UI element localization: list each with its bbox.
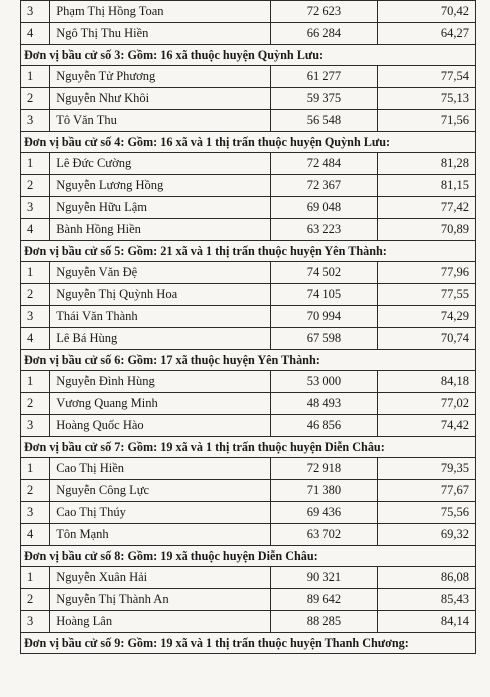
vote-count: 53 000: [270, 371, 378, 393]
vote-count: 63 702: [270, 524, 378, 546]
constituency-header: Đơn vị bầu cử số 7: Gồm: 19 xã và 1 thị trấn thuộc huyện Diễn Châu:: [21, 437, 476, 458]
candidate-number: 2: [21, 88, 50, 110]
candidate-number: 2: [21, 480, 50, 502]
vote-count: 74 105: [270, 284, 378, 306]
candidate-name: Hoàng Quốc Hào: [50, 415, 270, 437]
candidate-row: [21, 480, 476, 502]
candidate-name: Nguyễn Lương Hồng: [50, 175, 270, 197]
vote-percentage: 81,15: [378, 175, 476, 197]
vote-percentage: 77,02: [378, 393, 476, 415]
candidate-row: [21, 1, 476, 23]
vote-count: 46 856: [270, 415, 378, 437]
vote-percentage: 75,56: [378, 502, 476, 524]
candidate-number: 4: [21, 328, 50, 350]
candidate-row: [21, 306, 476, 328]
vote-percentage: 84,18: [378, 371, 476, 393]
vote-count: 90 321: [270, 567, 378, 589]
vote-percentage: 79,35: [378, 458, 476, 480]
constituency-header-row: [21, 132, 476, 153]
candidate-row: [21, 567, 476, 589]
vote-percentage: 81,28: [378, 153, 476, 175]
candidate-row: [21, 197, 476, 219]
vote-percentage: 70,74: [378, 328, 476, 350]
candidate-number: 1: [21, 153, 50, 175]
candidate-row: [21, 219, 476, 241]
candidate-name: Phạm Thị Hồng Toan: [50, 1, 270, 23]
constituency-header-row: [21, 45, 476, 66]
candidate-name: Nguyễn Xuân Hải: [50, 567, 270, 589]
candidate-number: 1: [21, 262, 50, 284]
candidate-row: [21, 458, 476, 480]
vote-count: 72 484: [270, 153, 378, 175]
vote-count: 48 493: [270, 393, 378, 415]
vote-percentage: 85,43: [378, 589, 476, 611]
vote-count: 56 548: [270, 110, 378, 132]
candidate-name: Nguyễn Tử Phương: [50, 66, 270, 88]
candidate-name: Bành Hồng Hiền: [50, 219, 270, 241]
candidate-number: 1: [21, 458, 50, 480]
candidate-number: 4: [21, 219, 50, 241]
results-table-body: [21, 1, 476, 654]
candidate-row: [21, 524, 476, 546]
candidate-name: Nguyễn Công Lực: [50, 480, 270, 502]
vote-count: 66 284: [270, 23, 378, 45]
vote-percentage: 84,14: [378, 611, 476, 633]
vote-percentage: 77,42: [378, 197, 476, 219]
vote-percentage: 70,89: [378, 219, 476, 241]
candidate-number: 3: [21, 611, 50, 633]
candidate-row: [21, 611, 476, 633]
constituency-header: Đơn vị bầu cử số 4: Gồm: 16 xã và 1 thị trấn thuộc huyện Quỳnh Lưu:: [21, 132, 476, 153]
constituency-header-row: [21, 633, 476, 654]
candidate-name: Cao Thị Thúy: [50, 502, 270, 524]
vote-percentage: 77,96: [378, 262, 476, 284]
candidate-name: Ngô Thị Thu Hiền: [50, 23, 270, 45]
candidate-row: [21, 284, 476, 306]
constituency-header: Đơn vị bầu cử số 8: Gồm: 19 xã thuộc huyện Diễn Châu:: [21, 546, 476, 567]
candidate-number: 3: [21, 1, 50, 23]
vote-percentage: 77,67: [378, 480, 476, 502]
vote-count: 89 642: [270, 589, 378, 611]
candidate-row: [21, 153, 476, 175]
constituency-header-row: [21, 241, 476, 262]
vote-percentage: 74,29: [378, 306, 476, 328]
vote-percentage: 86,08: [378, 567, 476, 589]
constituency-header: Đơn vị bầu cử số 6: Gồm: 17 xã thuộc huyện Yên Thành:: [21, 350, 476, 371]
candidate-row: [21, 88, 476, 110]
constituency-header-row: [21, 350, 476, 371]
candidate-number: 3: [21, 502, 50, 524]
constituency-header: Đơn vị bầu cử số 5: Gồm: 21 xã và 1 thị trấn thuộc huyện Yên Thành:: [21, 241, 476, 262]
vote-count: 69 436: [270, 502, 378, 524]
candidate-name: Vương Quang Minh: [50, 393, 270, 415]
candidate-name: Lê Bá Hùng: [50, 328, 270, 350]
candidate-number: 2: [21, 393, 50, 415]
candidate-number: 3: [21, 110, 50, 132]
vote-count: 67 598: [270, 328, 378, 350]
vote-percentage: 77,55: [378, 284, 476, 306]
vote-percentage: 64,27: [378, 23, 476, 45]
candidate-row: [21, 110, 476, 132]
candidate-row: [21, 328, 476, 350]
candidate-name: Nguyễn Thị Thành An: [50, 589, 270, 611]
vote-count: 72 918: [270, 458, 378, 480]
candidate-row: [21, 66, 476, 88]
vote-count: 88 285: [270, 611, 378, 633]
vote-percentage: 71,56: [378, 110, 476, 132]
candidate-row: [21, 23, 476, 45]
vote-count: 71 380: [270, 480, 378, 502]
candidate-number: 3: [21, 306, 50, 328]
constituency-header-row: [21, 437, 476, 458]
vote-count: 59 375: [270, 88, 378, 110]
candidate-number: 3: [21, 415, 50, 437]
vote-count: 72 623: [270, 1, 378, 23]
candidate-number: 2: [21, 284, 50, 306]
candidate-name: Nguyễn Văn Đệ: [50, 262, 270, 284]
candidate-number: 4: [21, 23, 50, 45]
candidate-name: Tôn Mạnh: [50, 524, 270, 546]
vote-count: 72 367: [270, 175, 378, 197]
constituency-header-row: [21, 546, 476, 567]
constituency-header: Đơn vị bầu cử số 9: Gồm: 19 xã và 1 thị trấn thuộc huyện Thanh Chương:: [21, 633, 476, 654]
candidate-name: Lê Đức Cường: [50, 153, 270, 175]
candidate-name: Hoàng Lân: [50, 611, 270, 633]
vote-percentage: 75,13: [378, 88, 476, 110]
candidate-name: Cao Thị Hiền: [50, 458, 270, 480]
candidate-name: Nguyễn Đình Hùng: [50, 371, 270, 393]
candidate-row: [21, 393, 476, 415]
candidate-number: 4: [21, 524, 50, 546]
vote-count: 63 223: [270, 219, 378, 241]
candidate-name: Nguyễn Như Khôi: [50, 88, 270, 110]
candidate-number: 1: [21, 66, 50, 88]
vote-count: 61 277: [270, 66, 378, 88]
candidate-number: 3: [21, 197, 50, 219]
vote-percentage: 70,42: [378, 1, 476, 23]
vote-percentage: 69,32: [378, 524, 476, 546]
candidate-row: [21, 502, 476, 524]
candidate-row: [21, 262, 476, 284]
candidate-number: 2: [21, 589, 50, 611]
constituency-header: Đơn vị bầu cử số 3: Gồm: 16 xã thuộc huyện Quỳnh Lưu:: [21, 45, 476, 66]
vote-count: 69 048: [270, 197, 378, 219]
vote-count: 70 994: [270, 306, 378, 328]
candidate-name: Nguyễn Hữu Lậm: [50, 197, 270, 219]
candidate-row: [21, 589, 476, 611]
candidate-number: 2: [21, 175, 50, 197]
candidate-row: [21, 415, 476, 437]
candidate-number: 1: [21, 371, 50, 393]
candidate-row: [21, 175, 476, 197]
candidate-name: Tô Văn Thu: [50, 110, 270, 132]
vote-percentage: 77,54: [378, 66, 476, 88]
candidate-name: Thái Văn Thành: [50, 306, 270, 328]
candidate-name: Nguyễn Thị Quỳnh Hoa: [50, 284, 270, 306]
candidate-row: [21, 371, 476, 393]
vote-count: 74 502: [270, 262, 378, 284]
candidate-number: 1: [21, 567, 50, 589]
vote-percentage: 74,42: [378, 415, 476, 437]
election-results-table: [20, 0, 476, 654]
